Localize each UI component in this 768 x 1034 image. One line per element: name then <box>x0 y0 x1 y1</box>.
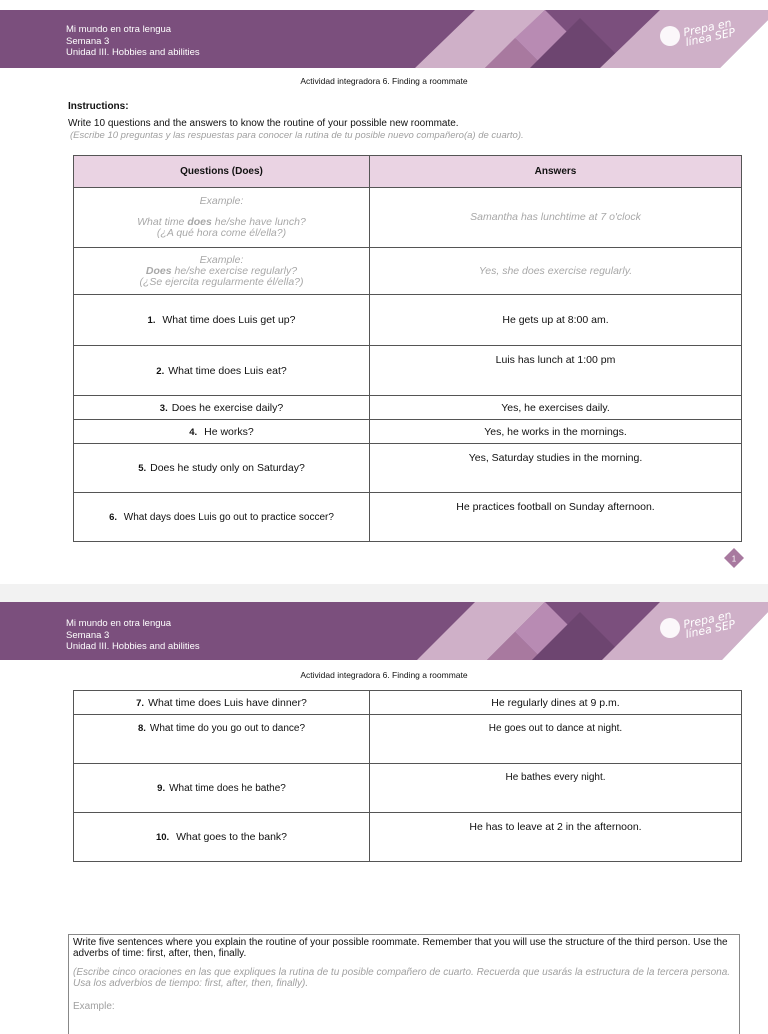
answer-cell: He has to leave at 2 in the afternoon. <box>370 813 742 862</box>
question-text: Does he study only on Saturday? <box>150 462 305 474</box>
answer-cell: He gets up at 8:00 am. <box>370 295 742 346</box>
unit-label: Unidad III. Hobbies and abilities <box>66 47 200 58</box>
instructions-spanish: (Escribe 10 preguntas y las respuestas para conocer la rutina de tu posible nuevo compañero(a) de cuarto). <box>70 130 524 141</box>
question-number: 1. <box>147 315 156 326</box>
logo-circle-icon <box>660 618 680 638</box>
question-number: 8. <box>137 723 146 734</box>
example-label: Example: <box>199 195 244 207</box>
unit-label: Unidad III. Hobbies and abilities <box>66 641 200 652</box>
answer-cell: He practices football on Sunday afternoon. <box>370 493 742 542</box>
example-question-text: he/she have lunch? <box>211 216 306 228</box>
instructions-english: Write 10 questions and the answers to know the routine of your possible new roommate. <box>68 118 459 129</box>
question-number: 5. <box>138 463 147 474</box>
answer-cell: Yes, he works in the mornings. <box>370 420 742 444</box>
answer-cell: Yes, he exercises daily. <box>370 396 742 420</box>
question-cell <box>74 346 370 396</box>
question-text: What time does Luis get up? <box>162 314 296 326</box>
example-question-spanish: (¿A qué hora come él/ella?) <box>156 227 287 239</box>
header-text <box>66 24 200 59</box>
question-text: What time does Luis have dinner? <box>148 696 307 709</box>
page-header <box>0 10 768 68</box>
logo-circle-icon <box>660 26 680 46</box>
week-label: Semana 3 <box>66 629 110 641</box>
questions-column-header: Questions (Does) <box>74 156 370 188</box>
prepa-en-linea-logo: Prepa en línea SEP <box>682 608 737 641</box>
document-page-2 <box>0 602 768 1024</box>
example-answer-cell: Samantha has lunchtime at 7 o'clock <box>370 188 742 248</box>
writing-instructions-english: Write five sentences where you explain the routine of your possible roommate. Remember that you will use the structure of the third person. Use the adverbs of time: first, after, then, finally. <box>73 937 728 959</box>
activity-title: Actividad integradora 6. Finding a roommate <box>300 670 468 680</box>
question-cell <box>74 691 370 715</box>
question-number: 9. <box>157 782 166 794</box>
answer-cell: Yes, Saturday studies in the morning. <box>370 444 742 493</box>
course-name: Mi mundo en otra lengua <box>66 618 172 629</box>
question-cell <box>74 764 370 813</box>
prepa-en-linea-logo: Prepa en línea SEP <box>682 16 737 49</box>
table-row <box>74 420 742 444</box>
activity-title: Actividad integradora 6. Finding a roommate <box>300 76 468 86</box>
question-number: 7. <box>136 697 145 709</box>
question-cell <box>74 396 370 420</box>
page-number: 1 <box>731 554 737 564</box>
week-label: Semana 3 <box>66 35 110 47</box>
answer-cell: He regularly dines at 9 p.m. <box>370 691 742 715</box>
instructions-title: Instructions: <box>68 101 129 112</box>
page-separator <box>0 584 768 602</box>
question-cell <box>74 444 370 493</box>
page-header <box>0 602 768 660</box>
questions-table-continued <box>73 690 742 862</box>
example-question-cell <box>74 248 370 295</box>
table-row <box>74 493 742 542</box>
example-label: Example: <box>199 253 244 266</box>
table-row <box>74 813 742 862</box>
answer-cell: He bathes every night. <box>370 764 742 813</box>
question-text: What time do you go out to dance? <box>149 723 306 734</box>
questions-table <box>73 155 742 542</box>
question-number: 3. <box>159 402 168 414</box>
example-question <box>78 266 365 277</box>
answer-cell: Luis has lunch at 1:00 pm <box>370 346 742 396</box>
writing-task-box <box>68 934 740 1034</box>
question-number: 10. <box>155 832 170 843</box>
example-question-spanish: (¿Se ejercita regularmente él/ella?) <box>139 275 304 288</box>
course-name: Mi mundo en otra lengua <box>66 24 172 35</box>
answer-cell: He goes out to dance at night. <box>370 715 742 764</box>
table-row <box>74 691 742 715</box>
example-answer-cell: Yes, she does exercise regularly. <box>370 248 742 295</box>
example-question-bold: Does <box>145 264 172 277</box>
table-row <box>74 346 742 396</box>
question-cell <box>74 420 370 444</box>
writing-instructions-spanish: (Escribe cinco oraciones en las que expliques la rutina de tu posible compañero de cuarto. Recuerda que usarás la estructura de la tercera persona. Usa los adverbios de tiempo: first, after, then, finally). <box>73 967 731 989</box>
question-cell <box>74 813 370 862</box>
question-cell <box>74 493 370 542</box>
question-text: What days does Luis go out to practice soccer? <box>123 511 334 523</box>
question-number: 2. <box>156 365 165 377</box>
table-row <box>74 396 742 420</box>
question-text: What goes to the bank? <box>176 831 288 843</box>
table-row <box>74 764 742 813</box>
example-question-bold: does <box>187 216 212 228</box>
question-number: 4. <box>189 426 198 438</box>
example-question-text: What time <box>137 216 188 228</box>
page-number-badge <box>724 548 744 568</box>
question-text: Does he exercise daily? <box>171 401 284 414</box>
example-row <box>74 188 742 248</box>
question-text: What time does Luis eat? <box>168 364 287 377</box>
header-text <box>66 618 200 653</box>
table-header-row <box>74 156 742 188</box>
question-cell <box>74 295 370 346</box>
question-number: 6. <box>109 511 118 523</box>
question-text: He works? <box>204 425 254 438</box>
question-cell <box>74 715 370 764</box>
writing-example-label: Example: <box>73 1001 115 1012</box>
example-question-cell <box>74 188 370 248</box>
table-row <box>74 295 742 346</box>
answers-column-header: Answers <box>370 156 742 188</box>
table-row <box>74 444 742 493</box>
example-question-text: he/she exercise regularly? <box>171 264 298 277</box>
table-row <box>74 715 742 764</box>
question-text: What time does he bathe? <box>169 782 286 794</box>
example-row <box>74 248 742 295</box>
